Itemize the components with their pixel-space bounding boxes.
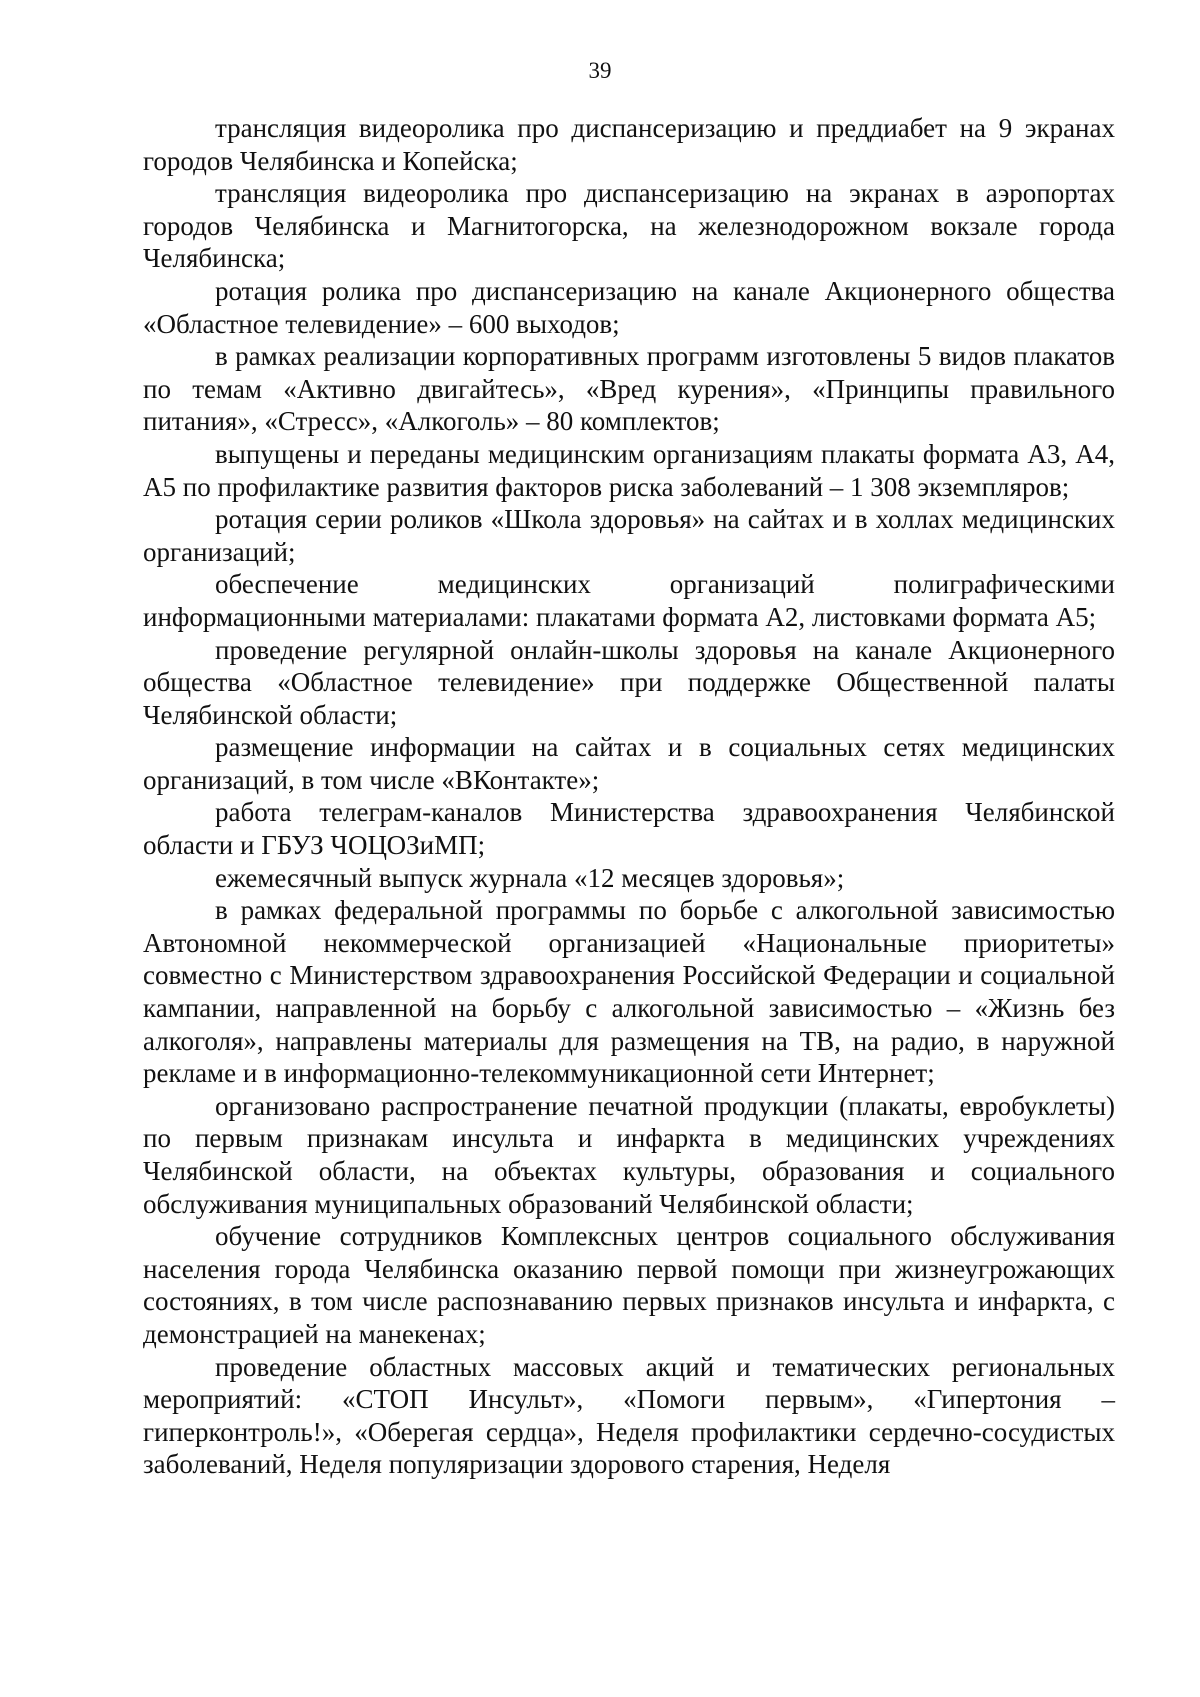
paragraph-tv-rotation: ротация ролика про диспансеризацию на канале Акционерного общества «Областное телевидение» – 600 выходов; [143,275,1115,339]
paragraph-stroke-leaflets: организовано распространение печатной продукции (плакаты, евробуклеты) по первым признакам инсульта и инфаркта в медицинских учреждениях Челябинской области, на объектах культуры, образования и социального обслуживания муниципальных образований Челябинской области; [143,1090,1115,1219]
paragraph-video-airports: трансляция видеоролика про диспансеризацию на экранах в аэропортах городов Челябинска и Магнитогорска, на железнодорожном вокзале города Челябинска; [143,178,1115,274]
document-body [143,112,1115,1481]
paragraph-telegram-channels: работа телеграм-каналов Министерства здравоохранения Челябинской области и ГБУЗ ЧОЦОЗиМП; [143,797,1115,861]
paragraph-printed-materials: обеспечение медицинских организаций полиграфическими информационными материалами: плакатами формата А2, листовками формата А5; [143,569,1115,632]
paragraph-regional-events: проведение областных массовых акций и тематических региональных мероприятий: «СТОП Инсульт», «Помоги первым», «Гипертония – гиперконтроль!», «Оберегая сердца», Неделя профилактики сердечно-сосудистых заболеваний, Неделя популяризации здорового старения, Неделя [143,1351,1115,1480]
paragraph-video-prediabetes: трансляция видеоролика про диспансеризацию и преддиабет на 9 экранах городов Челябинска и Копейска; [143,113,1115,176]
paragraph-corporate-posters: в рамках реализации корпоративных программ изготовлены 5 видов плакатов по темам «Активно двигайтесь», «Вред курения», «Принципы правильного питания», «Стресс», «Алкоголь» – 80 комплектов; [143,341,1115,437]
paragraph-printed-posters: выпущены и переданы медицинским организациям плакаты формата А3, А4, А5 по профилактике развития факторов риска заболеваний – 1 308 экземпляров; [143,438,1115,502]
paragraph-online-school: проведение регулярной онлайн-школы здоровья на канале Акционерного общества «Областное телевидение» при поддержке Общественной палаты Челябинской области; [143,634,1115,730]
paragraph-magazine: ежемесячный выпуск журнала «12 месяцев здоровья»; [215,862,845,893]
paragraph-social-networks: размещение информации на сайтах и в социальных сетях медицинских организаций, в том числе «ВКонтакте»; [143,732,1115,795]
paragraph-first-aid-training: обучение сотрудников Комплексных центров социального обслуживания населения города Челябинска оказанию первой помощи при жизнеугрожающих состояниях, в том числе распознаванию первых признаков инсульта и инфаркта, с демонстрацией на манекенах; [143,1221,1115,1349]
paragraph-alcohol-program: в рамках федеральной программы по борьбе с алкогольной зависимостью Автономной некоммерческой организацией «Национальные приоритеты» совместно с Министерством здравоохранения Российской Федерации и социальной кампании, направленной на борьбу с алкогольной зависимостью – «Жизнь без алкоголя», направлены материалы для размещения на ТВ, на радио, в наружной рекламе и в информационно-телекоммуникационной сети Интернет; [143,895,1115,1089]
page-number: 39 [588,58,612,83]
paragraph-health-school-videos: ротация серии роликов «Школа здоровья» на сайтах и в холлах медицинских организаций; [143,504,1115,567]
